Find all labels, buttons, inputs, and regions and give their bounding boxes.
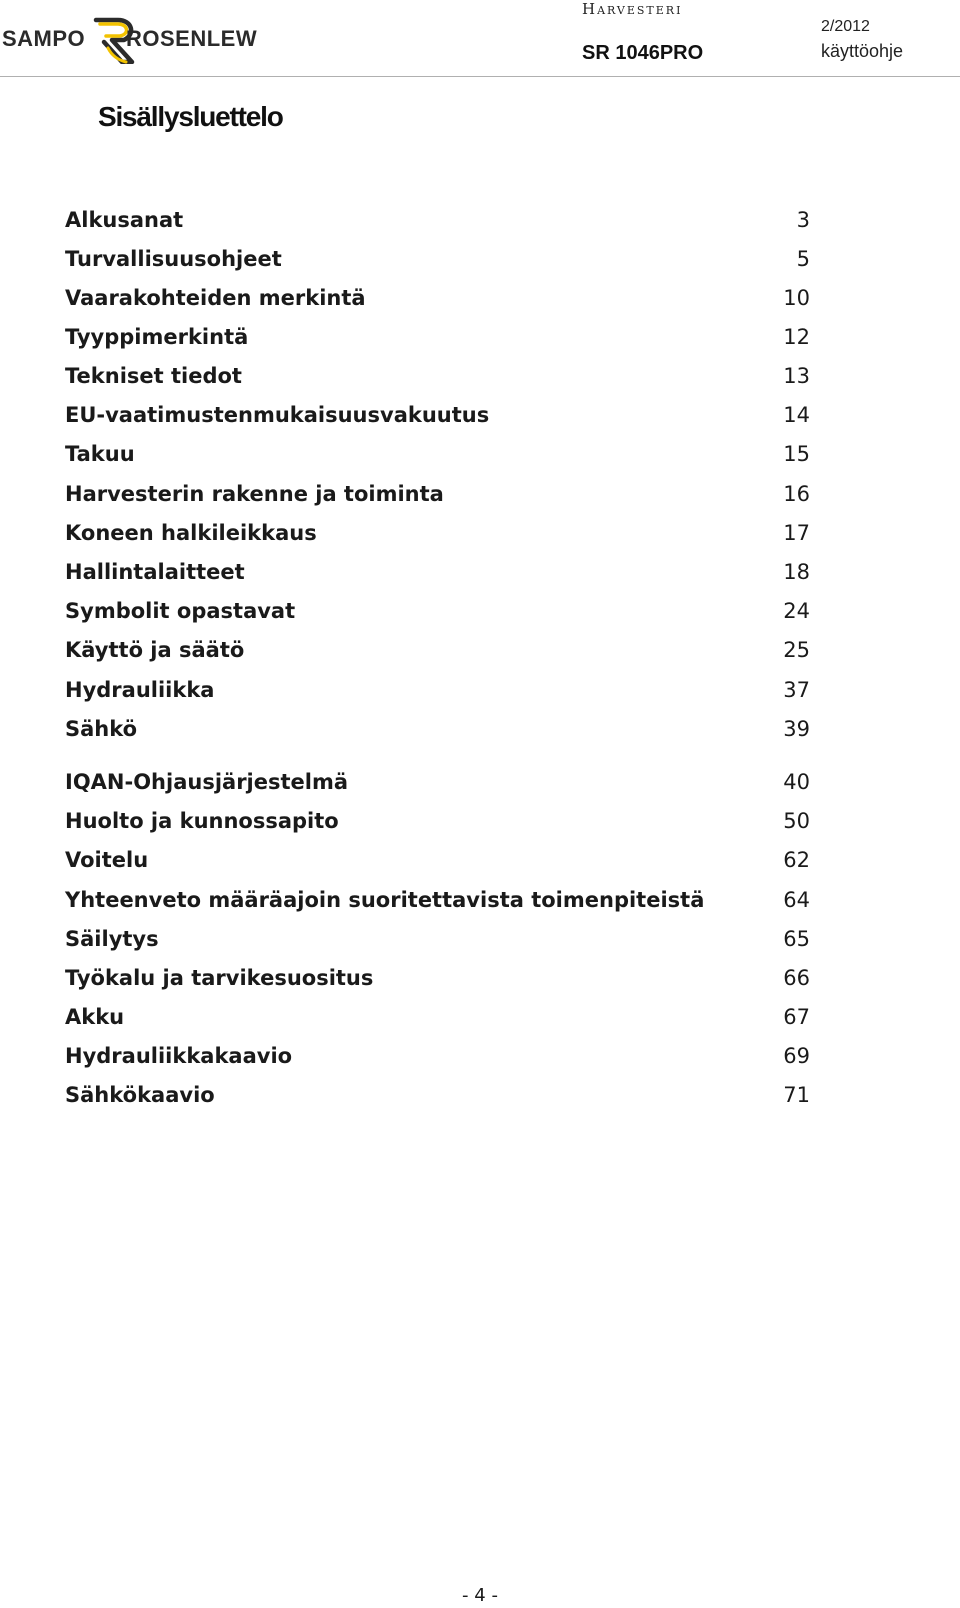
toc-entry-title: Alkusanat bbox=[65, 208, 184, 232]
toc-entry-page: 18 bbox=[783, 560, 810, 584]
page-title: Sisällysluettelo bbox=[98, 101, 283, 132]
toc-entry-title: Akku bbox=[65, 1005, 125, 1029]
edition-date: 2/2012 bbox=[821, 18, 870, 35]
toc-entry bbox=[65, 1044, 810, 1072]
toc-entry bbox=[65, 325, 810, 353]
toc-entry-page: 15 bbox=[783, 442, 810, 466]
page-number: - 4 - bbox=[462, 1585, 498, 1606]
toc-entry-title: Huolto ja kunnossapito bbox=[65, 809, 339, 833]
toc-entry-title: EU-vaatimustenmukaisuusvakuutus bbox=[65, 403, 490, 427]
toc-entry bbox=[65, 442, 810, 470]
toc-entry-title: Turvallisuusohjeet bbox=[65, 247, 282, 271]
toc-entry bbox=[65, 888, 810, 916]
toc-entry-title: Koneen halkileikkaus bbox=[65, 521, 317, 545]
toc-entry bbox=[65, 1005, 810, 1033]
toc-entry-title: Harvesterin rakenne ja toiminta bbox=[65, 482, 444, 506]
toc-entry-page: 12 bbox=[783, 325, 810, 349]
toc-entry-title: Yhteenveto määräajoin suoritettavista toimenpiteistä bbox=[65, 888, 705, 912]
toc-entry bbox=[65, 247, 810, 275]
toc-entry-page: 62 bbox=[783, 848, 810, 872]
logo-text-sampo: SAMPO bbox=[2, 26, 86, 51]
toc-entry-page: 40 bbox=[783, 770, 810, 794]
toc-entry-page: 24 bbox=[783, 599, 810, 623]
toc-entry-page: 14 bbox=[783, 403, 810, 427]
toc-entry bbox=[65, 927, 810, 955]
machine-model: SR 1046PRO bbox=[582, 42, 704, 64]
toc-entry-page: 64 bbox=[783, 888, 810, 912]
logo-text-rosenlew: ROSENLEW bbox=[126, 26, 258, 51]
toc-entry-page: 67 bbox=[783, 1005, 810, 1029]
toc-entry-page: 50 bbox=[783, 809, 810, 833]
document-type: Harvesteri bbox=[582, 0, 683, 18]
toc-entry bbox=[65, 638, 810, 666]
toc-entry bbox=[65, 403, 810, 431]
document-kind: käyttöohje bbox=[821, 41, 904, 61]
toc-entry-page: 3 bbox=[796, 208, 810, 232]
toc-entry bbox=[65, 1083, 810, 1111]
toc-entry-title: Takuu bbox=[65, 442, 135, 466]
toc-entry-page: 17 bbox=[783, 521, 810, 545]
toc-entry-title: Hydrauliikkakaavio bbox=[65, 1044, 293, 1068]
toc-entry-page: 66 bbox=[783, 966, 810, 990]
toc-entry bbox=[65, 208, 810, 236]
toc-entry-title: Voitelu bbox=[65, 848, 149, 872]
toc-entry bbox=[65, 848, 810, 876]
toc-entry-page: 65 bbox=[783, 927, 810, 951]
toc-entry bbox=[65, 364, 810, 392]
toc-entry bbox=[65, 966, 810, 994]
toc-entry-title: Sähkö bbox=[65, 717, 138, 741]
toc-entry-title: Säilytys bbox=[65, 927, 159, 951]
toc-entry bbox=[65, 560, 810, 588]
toc-entry bbox=[65, 809, 810, 837]
toc-entry-title: Hydrauliikka bbox=[65, 678, 215, 702]
toc-entry bbox=[65, 521, 810, 549]
toc-entry-page: 69 bbox=[783, 1044, 810, 1068]
toc-entry-page: 16 bbox=[783, 482, 810, 506]
toc-entry-title: Symbolit opastavat bbox=[65, 599, 296, 623]
toc-entry bbox=[65, 599, 810, 627]
toc-entry-page: 10 bbox=[783, 286, 810, 310]
toc-entry-page: 5 bbox=[796, 247, 810, 271]
toc-entry-page: 25 bbox=[783, 638, 810, 662]
toc-entry-title: Sähkökaavio bbox=[65, 1083, 215, 1107]
toc-entry bbox=[65, 717, 810, 745]
toc-entry-page: 39 bbox=[783, 717, 810, 741]
toc-entry bbox=[65, 482, 810, 510]
toc-entry-title: Tekniset tiedot bbox=[65, 364, 242, 388]
toc-entry-page: 13 bbox=[783, 364, 810, 388]
toc-entry-page: 37 bbox=[783, 678, 810, 702]
toc-entry-title: Vaarakohteiden merkintä bbox=[65, 286, 366, 310]
toc-entry bbox=[65, 678, 810, 706]
toc-entry bbox=[65, 286, 810, 314]
toc-entry-title: IQAN-Ohjausjärjestelmä bbox=[65, 770, 349, 794]
toc-entry-title: Tyyppimerkintä bbox=[65, 325, 249, 349]
toc-entry bbox=[65, 770, 810, 798]
toc-entry-page: 71 bbox=[783, 1083, 810, 1107]
toc-entry-title: Käyttö ja säätö bbox=[65, 638, 245, 662]
toc-entry-title: Hallintalaitteet bbox=[65, 560, 245, 584]
toc-entry-title: Työkalu ja tarvikesuositus bbox=[65, 966, 374, 990]
